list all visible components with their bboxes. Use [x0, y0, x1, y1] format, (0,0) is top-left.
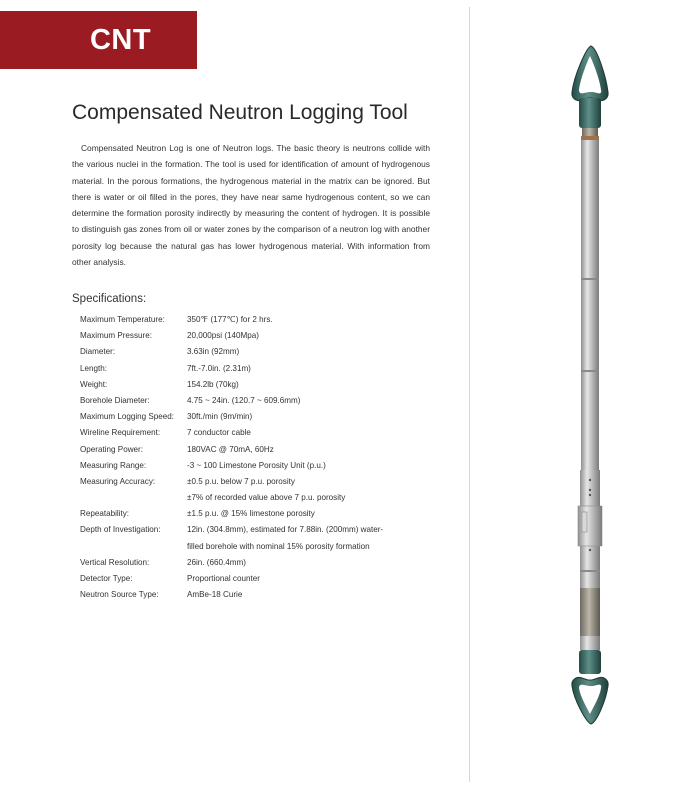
- spec-value: filled borehole with nominal 15% porosity formation: [187, 541, 370, 551]
- spec-row: [80, 474, 440, 490]
- spec-value: ±1.5 p.u. @ 15% limestone porosity: [187, 509, 315, 519]
- tool-body: [581, 140, 599, 520]
- spec-value: 26in. (660.4mm): [187, 557, 246, 567]
- spec-row: [80, 458, 440, 474]
- spec-value: AmBe-18 Curie: [187, 590, 243, 600]
- spec-label: Maximum Pressure:: [80, 331, 152, 341]
- spec-label: Operating Power:: [80, 444, 143, 454]
- spec-row: [80, 555, 440, 571]
- spec-value: 180VAC @ 70mA, 60Hz: [187, 444, 274, 454]
- spec-row: [80, 506, 440, 522]
- spec-row: [80, 409, 440, 425]
- spec-row: [80, 587, 440, 603]
- spec-label: Vertical Resolution:: [80, 557, 150, 567]
- spec-label: Repeatability:: [80, 509, 130, 519]
- spec-value: 350℉ (177℃) for 2 hrs.: [187, 315, 273, 324]
- product-code-banner: [0, 11, 197, 69]
- spec-value: 7 conductor cable: [187, 428, 251, 438]
- spec-value: 154.2lb (70kg): [187, 379, 239, 389]
- page-title: Compensated Neutron Logging Tool: [72, 101, 408, 124]
- spec-row: [80, 425, 440, 441]
- spec-label: Diameter:: [80, 347, 116, 357]
- spec-label: Neutron Source Type:: [80, 590, 159, 600]
- intro-paragraph: Compensated Neutron Log is one of Neutron logs. The basic theory is neutrons collide with the various nuclei in the formation. The tool is used for identification of amount of hydrogenous material. In the porous formations, the hydrogenous material in the matrix can be ignored. But there is water or oil filled in the pores, they have near same hydrogenous content, so we can determine the formation porosity indirectly by measuring the content of hydrogen. It is possible to distinguish gas zones from oil or water zones by the comparison of a neutron log with another porosity log because the natural gas has lower hydrogenous material. With information from other analysis.: [72, 143, 430, 268]
- spec-row: [80, 361, 440, 377]
- spec-value: 3.63in (92mm): [187, 347, 240, 357]
- product-code: CNT: [89, 23, 152, 56]
- spec-label: Maximum Temperature:: [80, 315, 165, 324]
- bottom-cap: [579, 650, 601, 674]
- spec-row: [80, 522, 440, 538]
- spec-label: Measuring Range:: [80, 460, 147, 470]
- spec-label: Weight:: [80, 379, 108, 389]
- spec-value: 4.75 ~ 24in. (120.7 ~ 609.6mm): [187, 395, 301, 405]
- spec-row: [80, 539, 440, 555]
- spec-value: 20,000psi (140Mpa): [187, 331, 259, 341]
- specifications-list: [80, 312, 440, 603]
- spec-value: ±0.5 p.u. below 7 p.u. porosity: [187, 476, 295, 486]
- spec-row: [80, 393, 440, 409]
- spec-label: [80, 539, 187, 555]
- logging-tool-image: [560, 40, 630, 730]
- spec-value: 30ft./min (9m/min): [187, 412, 253, 422]
- spec-label: Maximum Logging Speed:: [80, 412, 175, 422]
- spec-value: ±7% of recorded value above 7 p.u. porosity: [187, 493, 346, 503]
- page-divider: [469, 7, 470, 782]
- spec-row: [80, 490, 440, 506]
- spec-label: Borehole Diameter:: [80, 395, 150, 405]
- top-cap: [579, 98, 601, 128]
- spec-row: [80, 344, 440, 360]
- spec-label: Detector Type:: [80, 574, 133, 583]
- spec-row: [80, 377, 440, 393]
- spec-row: [80, 571, 440, 587]
- spec-label: Measuring Accuracy:: [80, 476, 156, 486]
- spec-label: [80, 490, 187, 506]
- spec-label: Length:: [80, 363, 108, 373]
- spec-value: Proportional counter: [187, 574, 260, 583]
- spec-row: [80, 442, 440, 458]
- spec-value: 7ft.-7.0in. (2.31m): [187, 363, 251, 373]
- spec-label: Wireline Requirement:: [80, 428, 161, 438]
- specifications-heading: Specifications:: [72, 293, 147, 305]
- spec-value: 12in. (304.8mm), estimated for 7.88in. (200mm) water-: [187, 525, 384, 535]
- spec-row: [80, 312, 440, 328]
- spec-value: -3 ~ 100 Limestone Porosity Unit (p.u.): [187, 460, 326, 470]
- spec-label: Depth of Investigation:: [80, 525, 161, 535]
- spec-row: [80, 328, 440, 344]
